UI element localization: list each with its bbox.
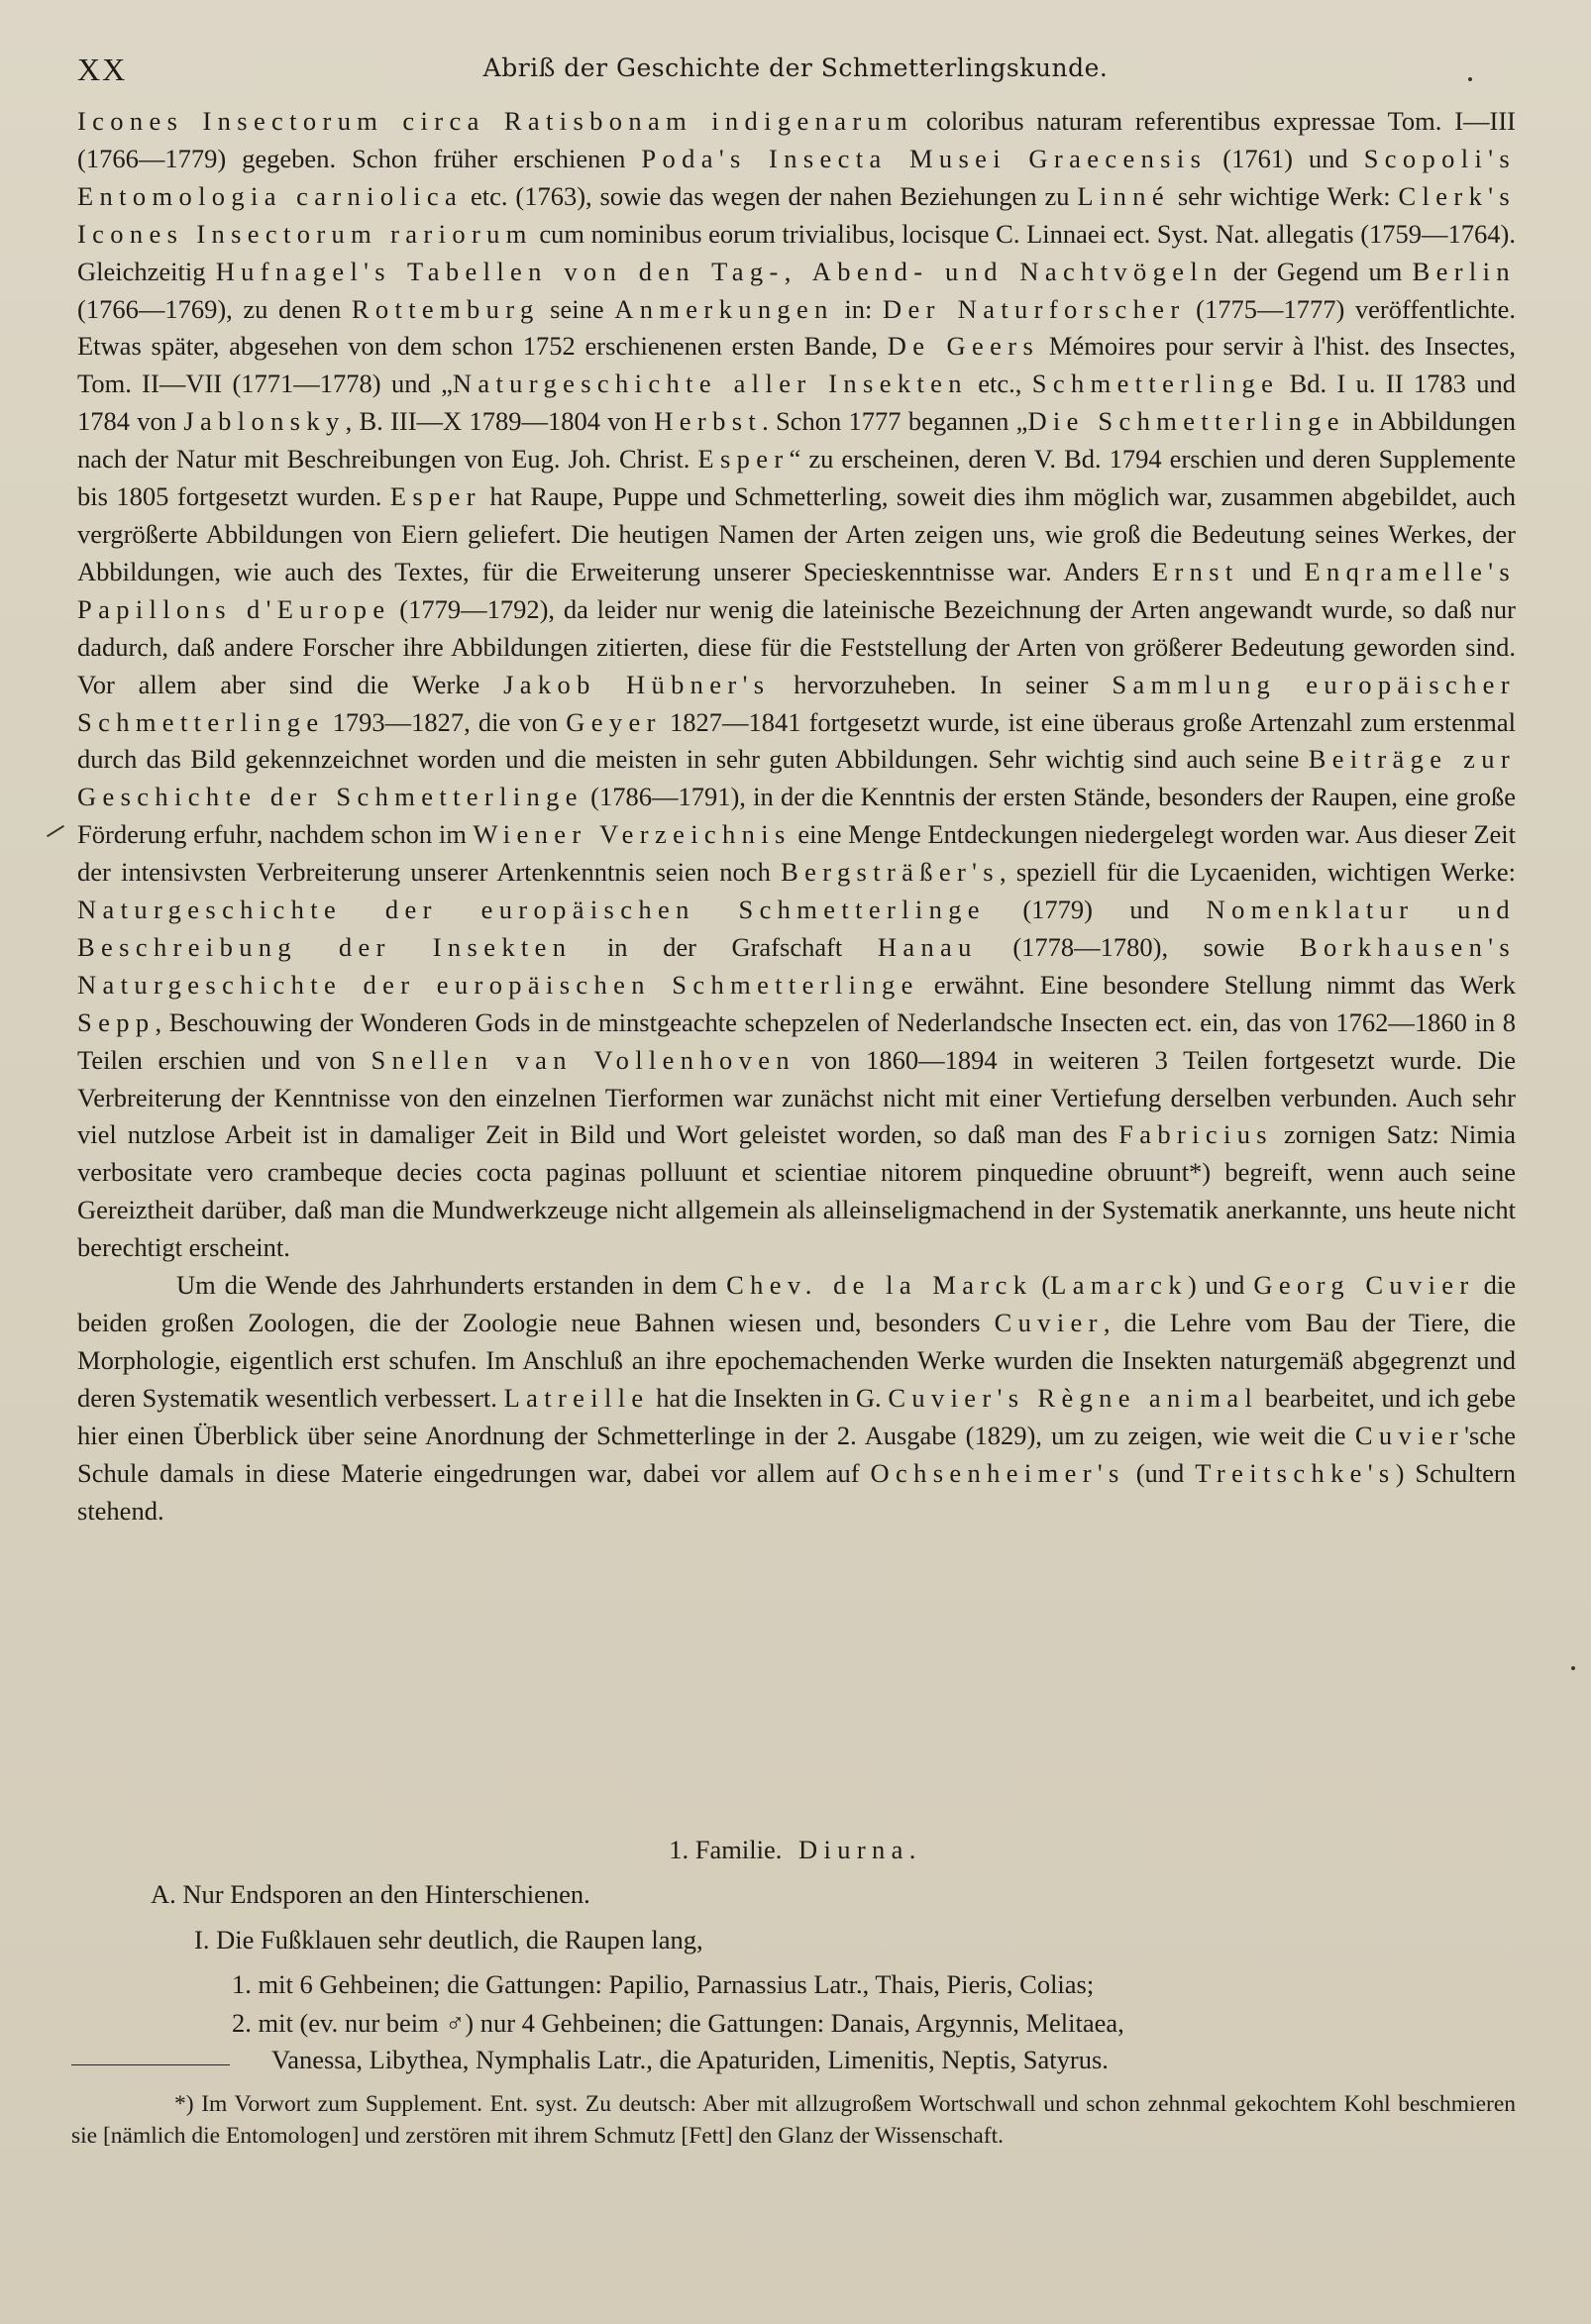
spaced-name: Chev. de la Marck	[726, 1270, 1033, 1301]
spaced-name: Linné	[1077, 180, 1171, 211]
spaced-name: Beiträge zur Geschichte der Schmetterlinge	[77, 744, 1517, 812]
spaced-name: Sammlung europäischer Schmetterlinge	[77, 669, 1516, 737]
spaced-name: Scopoli's Entomologia carniolica	[77, 143, 1517, 211]
outline-item-2-line1: 2. mit (ev. nur beim ♂) nur 4 Gehbeinen; die Gattungen: Danais, Argynnis, Melitaea,	[232, 2008, 1124, 2038]
text-run: (1779) und	[985, 895, 1207, 925]
footnote-mark: *)	[174, 2091, 194, 2117]
text-run: coloribus naturam referentibus expressae Tom. I—III (1766—1779) gegeben. Schon früher erschienen	[77, 106, 1516, 173]
text-run: sehr wichtige Werk:	[1170, 180, 1399, 211]
text-run: hat die Insekten in G.	[649, 1382, 889, 1413]
text-run: , speziell für die Lycaeniden, wichtigen Werke:	[999, 857, 1517, 888]
text-run: von 1860—1894 in weiteren 3 Teilen fortgesetzt wurde. Die Verbreiterung der Kenntnisse von den einzelnen Tierformen war zunächst nicht mit einer Vertiefung derselben verbunden. Auch sehr viel nutzlose Arbeit ist in damaliger Zeit in Bild und Wort geleistet worden, so daß man des	[77, 1044, 1516, 1150]
spaced-name: Naturgeschichte aller Insekten	[452, 369, 968, 399]
spaced-name: Berlin	[1412, 256, 1516, 286]
spaced-name: De Geers	[887, 331, 1040, 362]
footnote-text: Im Vorwort zum Supplement. Ent. syst. Zu deutsch: Aber mit allzugroßem Wortschwall und schon zehnmal gekochtem Kohl beschmieren sie [nämlich die Entomologen] und zerstören mit ihrem Schmutz [Fett] den Glanz der Wissenschaft.	[71, 2091, 1516, 2149]
text-run: (1766—1769), zu denen	[77, 293, 352, 324]
spaced-name: Cuvier	[994, 1308, 1104, 1337]
spaced-name: Geyer	[566, 706, 662, 737]
outline-item-a: A. Nur Endsporen an den Hinterschienen.	[151, 1879, 590, 1909]
spaced-name: Der Naturforscher	[882, 293, 1186, 324]
spaced-name: Hufnagel's Tabellen von den Tag-, Abend- und Nachtvögeln	[215, 256, 1223, 286]
spaced-name: Latreille	[503, 1382, 650, 1413]
spaced-name: Schmetterlinge	[1031, 369, 1280, 399]
paragraph	[77, 103, 1516, 1267]
text-run: ) und	[1187, 1270, 1254, 1301]
spaced-name: Icones Insectorum circa Ratisbonam indigenarum	[77, 106, 914, 136]
footnote	[71, 2088, 1516, 2152]
spaced-name: Rottemburg	[351, 293, 540, 324]
spaced-name: Enqramelle's Papillons d'Europe	[77, 556, 1517, 624]
text-run: (1786—1791), in der die Kenntnis der ersten Stände, besonders der Raupen, eine große Förderung erfuhr, nachdem schon im	[77, 782, 1516, 850]
text-run: 1793—1827, die von	[324, 706, 567, 737]
text-run: (1775—1777) veröffentlichte. Etwas später, abgesehen von dem schon 1752 erschienenen ersten Bande,	[77, 293, 1516, 362]
spaced-name: Cuvier	[1354, 1420, 1465, 1450]
spaced-name: Jakob Hübner's	[503, 669, 771, 699]
text-run: 1827—1841 fortgesetzt wurde, ist eine überaus große Artenzahl zum erstenmal durch das Bild gekennzeichnet worden und die meisten in sehr guten Abbildungen. Sehr wichtig sind auch seine	[77, 706, 1516, 775]
spaced-name: Naturgeschichte der europäischen Schmetterlinge	[77, 895, 986, 925]
running-title: Abriß der Geschichte der Schmetterlingskunde.	[482, 53, 1109, 82]
text-run: (1761) und	[1207, 143, 1364, 173]
spaced-name: Nomenklatur und Beschreibung der Insekten	[77, 895, 1517, 962]
spaced-name: Lamarck	[1050, 1270, 1188, 1301]
spaced-name: Die Schmetterlinge	[1027, 406, 1345, 437]
text-run: 'sche Schule damals in diese Materie eingedrungen war, dabei vor allem auf	[77, 1420, 1516, 1488]
speck-mark	[1571, 1666, 1575, 1670]
outline-item-i: I. Die Fußklauen sehr deutlich, die Raupen lang,	[194, 1925, 703, 1954]
body-text	[77, 103, 1516, 1530]
spaced-name: Esper	[389, 481, 481, 512]
footnote-rule	[71, 2064, 230, 2065]
text-run: Mémoires pour servir à l'hist. des Insectes, Tom. II—VII (1771—1778) und „	[77, 331, 1517, 399]
text-run: in der Grafschaft	[572, 931, 878, 962]
outline-item-2-line2: Vanessa, Libythea, Nymphalis Latr., die Apaturiden, Limenitis, Neptis, Satyrus.	[271, 2045, 1109, 2074]
text-run: der Gegend um	[1222, 256, 1413, 286]
text-run: bearbeitet, und ich gebe hier einen Überblick über seine Anordnung der Schmetterlinge in der 2. Ausgabe (1829), um zu zeigen, wie weit die	[77, 1382, 1516, 1450]
spaced-name: Treitschke's	[1195, 1457, 1396, 1488]
text-run: in Abbildungen nach der Natur mit Beschreibungen von Eug. Joh. Christ.	[77, 406, 1516, 475]
outline-item-2	[77, 2005, 1591, 2078]
speck-mark	[1468, 77, 1472, 81]
text-run: , B. III—X 1789—1804 von	[345, 406, 655, 437]
text-run: Bd. I u. II 1783 und 1784 von	[77, 369, 1517, 437]
spaced-name: Borkhausen's Naturgeschichte der europäischen Schmetterlinge	[77, 931, 1517, 1000]
spaced-name: Herbst	[654, 406, 763, 437]
text-run: (	[1032, 1270, 1051, 1301]
paragraph	[77, 1267, 1516, 1530]
spaced-name: Anmerkungen	[614, 293, 834, 324]
text-run: und	[1238, 556, 1305, 586]
spaced-name: Wiener Verzeichnis	[473, 819, 792, 850]
spaced-name: Jablonsky	[183, 406, 346, 437]
spaced-name: Georg Cuvier	[1253, 1270, 1475, 1301]
text-run: (1778—1780), sowie	[977, 931, 1301, 962]
spaced-name: Hanau	[877, 931, 978, 962]
spaced-name: Sepp	[77, 1006, 156, 1037]
spaced-name: Ernst	[1151, 556, 1239, 586]
spaced-name: Fabricius	[1118, 1119, 1273, 1150]
family-heading	[0, 1835, 1591, 1865]
text-run: cum nominibus eorum trivialibus, locisque C. Linnaei ect. Syst. Nat. allegatis (1759—1764). Gleichzeitig	[77, 218, 1516, 286]
text-run: die beiden großen Zoologen, die der Zoologie neue Bahnen wiesen und, besonders	[77, 1270, 1516, 1337]
text-run: , Beschouwing der Wonderen Gods in de minstgeachte schepzelen of Nederlandsche Insecten ect. ein, das von 1762—1860 in 8 Teilen erschien und von	[77, 1006, 1516, 1075]
text-run: (1779—1792), da leider nur wenig die lateinische Bezeichnung der Arten angewandt wurde, so daß nur dadurch, daß andere Forscher ihre Abbildungen zitierten, diese für die Feststellung der Arten von größerer Bedeutung geworden sind. Vor allem aber sind die Werke	[77, 593, 1516, 699]
text-run: etc. (1763), sowie das wegen der nahen Beziehungen zu	[463, 180, 1078, 211]
spaced-name: Bergsträßer's	[781, 857, 1000, 888]
text-run: “ zu erscheinen, deren V. Bd. 1794 erschien und deren Supplemente bis 1805 fortgesetzt wurden.	[77, 444, 1517, 512]
family-heading-name: Diurna.	[797, 1835, 922, 1864]
spaced-name: Cuvier's Règne animal	[888, 1382, 1259, 1413]
page-header	[77, 52, 1514, 91]
text-run: (und	[1124, 1457, 1196, 1488]
text-run: eine Menge Entdeckungen niedergelegt worden war. Aus dieser Zeit der intensivsten Verbreiterung unserer Artenkenntnis seien noch	[77, 819, 1517, 888]
text-run: erwähnt. Eine besondere Stellung nimmt das Werk	[918, 969, 1516, 1000]
margin-pencil-mark	[47, 825, 64, 837]
spaced-name: Snellen van Vollenhoven	[371, 1044, 796, 1075]
text-run: hervorzuheben. In seiner	[770, 669, 1113, 699]
text-run: . Schon 1777 begannen „	[762, 406, 1028, 437]
spaced-name: Clerk's Icones Insectorum rariorum	[77, 180, 1516, 249]
text-run: etc.,	[967, 369, 1032, 399]
family-heading-prefix: 1. Familie.	[669, 1835, 783, 1864]
spaced-name: Ochsenheimer's	[870, 1457, 1125, 1488]
text-run: , die Lehre vom Bau der Tiere, die Morphologie, eigentlich erst schufen. Im Anschluß an ihre epochemachenden Werke wurden die Insekten naturgemäß abgegrenzt und deren Systematik wesentlich verbessert.	[77, 1308, 1516, 1413]
text-run: Um die Wende des Jahrhunderts erstanden in dem	[176, 1270, 727, 1301]
spaced-name: Poda's Insecta Musei Graecensis	[641, 143, 1208, 173]
text-run: hat Raupe, Puppe und Schmetterling, soweit dies ihm möglich war, zusammen abgebildet, auch vergrößerte Abbildungen von Eiern geliefert. Die heutigen Namen der Arten zeigen uns, wie groß die Bedeutung seines Werkes, der Abbildungen, wie auch des Textes, für die Erweiterung unserer Specieskenntnisse war. Anders	[77, 481, 1516, 586]
text-run: seine	[539, 293, 615, 324]
spaced-name: Esper	[697, 444, 790, 475]
text-run: ) Schultern stehend.	[77, 1457, 1516, 1526]
outline-item-1: 1. mit 6 Gehbeinen; die Gattungen: Papilio, Parnassius Latr., Thais, Pieris, Colias;	[232, 1969, 1095, 1999]
page-number: XX	[77, 52, 128, 87]
text-run: in:	[833, 293, 883, 324]
text-run: zornigen Satz: Nimia verbositate vero crambeque decies cocta paginas polluunt et scientiae nitorem pinquedine obruunt*) begreift, wenn auch seine Gereiztheit darüber, daß man die Mundwerkzeuge nicht allgemein als alleinseligmachend in der Systematik anerkannte, uns heute nicht berechtigt erscheint.	[77, 1119, 1517, 1263]
